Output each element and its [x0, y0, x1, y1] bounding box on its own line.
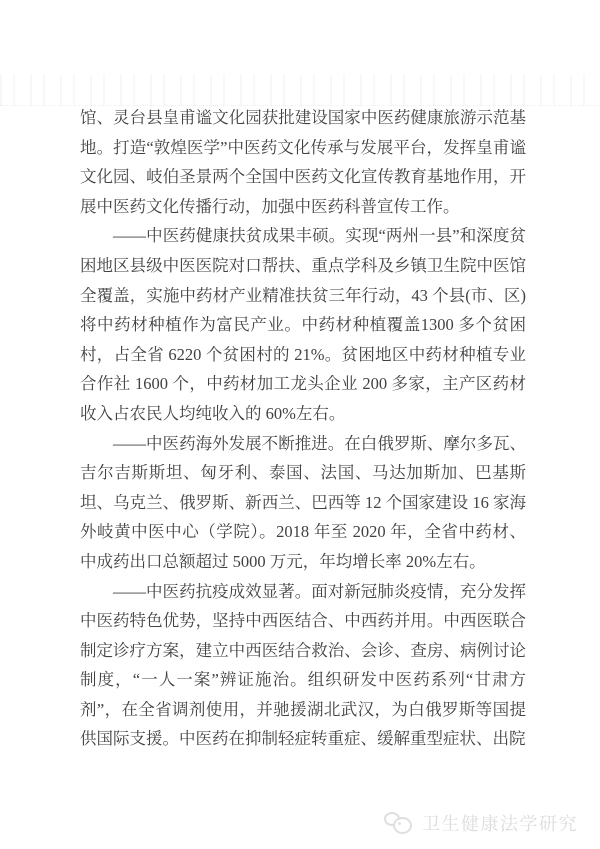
faint-scan-artifact-band — [0, 74, 600, 106]
watermark-label: 卫生健康法学研究 — [422, 814, 578, 834]
paragraph-health-poverty-alleviation: ——中医药健康扶贫成果丰硕。实现“两州一县”和深度贫困地区县级中医医院对口帮扶、重点学科及乡镇卫生院中医馆全覆盖，实施中药材产业精准扶贫三年行动，43 个县(市、区)将中药材种植作为富民产业。中药材种植覆盖1300 多个贫困村，占全省 6220 个贫困村的 21%。贫困地区中药材种植专业合作社 1600 个，中药材加工龙头企业 200 多家，主产区药材收入占农民人均纯收入的 60%左右。 — [80, 226, 526, 423]
paragraph-epidemic-response: ——中医药抗疫成效显著。面对新冠肺炎疫情，充分发挥中医药特色优势，坚持中西医结合、中西药并用。中西医联合制定诊疗方案，建立中西医结合救治、会诊、查房、病例讨论制度，“一人一案”辨证施治。组织研发中医药系列“甘肃方剂”，在全省调剂使用，并驰援湖北武汉，为白俄罗斯等国提供国际支援。中医药在抑制轻症转重症、缓解重型症状、出院 — [80, 581, 526, 749]
watermark — [382, 810, 578, 836]
panda-chat-logo-icon — [382, 810, 416, 836]
paragraph-culture-bases: 馆、灵台县皇甫谧文化园获批建设国家中医药健康旅游示范基地。打造“敦煌医学”中医药文化传承与发展平台，发挥皇甫谧文化园、岐伯圣景两个全国中医药文化宣传教育基地作用，开展中医药文化传播行动，加强中医药科普宣传工作。 — [80, 108, 526, 216]
paragraph-overseas-development: ——中医药海外发展不断推进。在白俄罗斯、摩尔多瓦、吉尔吉斯斯坦、匈牙利、泰国、法国、马达加斯加、巴基斯坦、乌克兰、俄罗斯、新西兰、巴西等 12 个国家建设 16 家海外岐黄中医中心（学院）。2018 年至 2020 年，全省中药材、中成药出口总额超过 5000 万元，年均增长率 20%左右。 — [80, 433, 526, 571]
document-body — [80, 103, 526, 754]
